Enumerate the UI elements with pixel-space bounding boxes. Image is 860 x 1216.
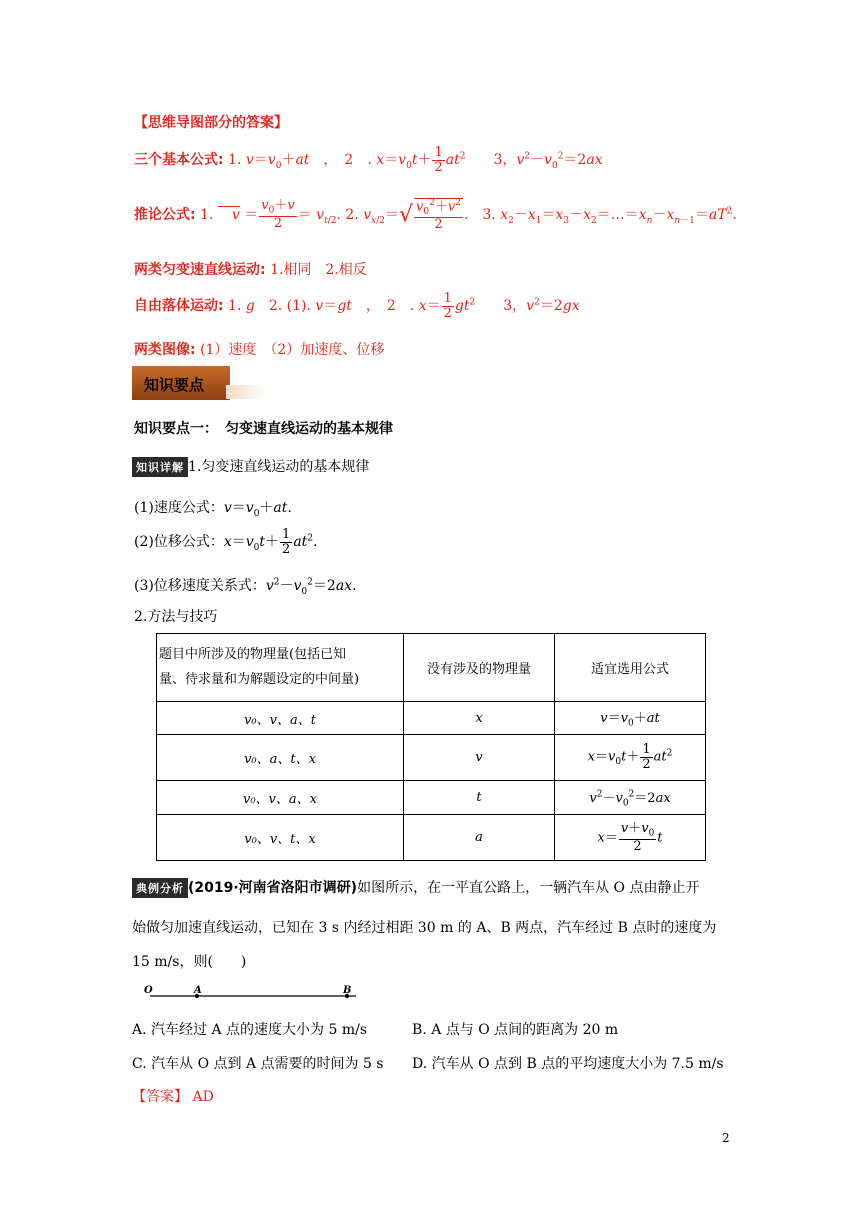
- table-cell: t: [404, 781, 555, 815]
- table-header-quantities-1: 题目中所涉及的物理量(包括已知: [159, 646, 347, 662]
- basic-formulas-label: 三个基本公式:: [134, 152, 224, 169]
- section-title: 知识要点: [144, 376, 205, 394]
- table-cell-formula: $v=v_0+at$: [555, 702, 706, 735]
- point-a-label: A: [194, 985, 202, 996]
- two-types-label: 两类匀变速直线运动:: [134, 262, 266, 278]
- table-header-quantities: [157, 634, 404, 702]
- table-cell: v₀、v、a、x: [157, 781, 404, 815]
- detail-line1-text: 1.匀变速直线运动的基本规律: [188, 459, 370, 475]
- example-source: (2019·河南省洛阳市调研): [188, 880, 358, 896]
- example-text-2: 始做匀加速直线运动，已知在 3 s 内经过相距 30 m 的 A、B 两点，汽车经过 B 点时的速度为: [132, 920, 717, 936]
- section-banner-tail: [226, 385, 266, 399]
- table-header-formula: 适宜选用公式: [555, 634, 706, 702]
- example-tag: 典例分析: [132, 878, 188, 898]
- inference-formulas-label: 推论公式:: [134, 207, 196, 223]
- displacement-formula-label: (2)位移公式：: [134, 534, 224, 551]
- freefall-line: 自由落体运动: 1. g 2. (1). v＝gt ， 2 . x＝ $\frac{1}{2}$ $gt^2$ 3，$v^2=2gx$: [134, 291, 580, 321]
- methods-title: 2.方法与技巧: [134, 609, 218, 625]
- relation-formula-label: (3)位移速度关系式：: [134, 578, 266, 594]
- inference-formulas-line: 推论公式: 1. v ＝ $\frac{v_0+v}{2}$ ＝ $v_{t/2}$. 2. $v_{x/2}=√$ $\frac{v_0^2+v^2}{2}$ . 3. $x_2-x_1=x_3-x_2=\dots=x_n-x_{n-1}=aT^2$.: [134, 198, 737, 233]
- two-types-line: [134, 259, 367, 279]
- table-row: [157, 702, 706, 735]
- table-cell: v₀、a、t、x: [157, 735, 404, 781]
- velocity-formula-line: (1)速度公式：$v=v_0+at$.: [134, 500, 292, 519]
- formula-table: [156, 633, 706, 861]
- table-cell-formula: $v^2-v_0^2=2ax$: [555, 781, 706, 815]
- table-cell: v₀、v、a、t: [157, 702, 404, 735]
- table-cell: a: [404, 815, 555, 861]
- table-header-quantities-2: 量、待求量和为解题设定的中间量): [159, 671, 360, 687]
- displacement-formula-line: (2)位移公式：$x=v_0t+$ $\frac{1}{2}$ $at^2$.: [134, 527, 318, 557]
- page-number: 2: [722, 1131, 730, 1145]
- point-o-label: O: [144, 985, 153, 996]
- answer-label: 【答案】: [132, 1089, 188, 1105]
- table-row: [157, 815, 706, 861]
- two-types-text: 1.相同 2.相反: [270, 262, 367, 278]
- mindmap-header: 【思维导图部分的答案】: [134, 115, 288, 131]
- graphs-label: 两类图像:: [134, 342, 196, 358]
- answer-line: [132, 1086, 214, 1106]
- freefall-label: 自由落体运动:: [134, 298, 224, 315]
- graphs-line: [134, 339, 384, 359]
- table-row: [157, 781, 706, 815]
- table-cell: v: [404, 735, 555, 781]
- table-cell: v₀、v、t、x: [157, 815, 404, 861]
- road-figure: [140, 982, 370, 1004]
- detail-line1: [132, 456, 369, 477]
- option-c: C. 汽车从 O 点到 A 点需要的时间为 5 s: [132, 1056, 384, 1072]
- relation-formula-line: (3)位移速度关系式：$v^2-v_0^2=2ax$.: [134, 577, 357, 597]
- graphs-text: (1）速度 （2）加速度、位移: [200, 342, 385, 358]
- table-header-missing: 没有涉及的物理量: [404, 634, 555, 702]
- option-d: D. 汽车从 O 点到 B 点的平均速度大小为 7.5 m/s: [412, 1056, 724, 1072]
- table-cell: x: [404, 702, 555, 735]
- table-cell-formula: x＝ $\frac{v+v_0}{2}$ t: [555, 815, 706, 861]
- table-row: [157, 735, 706, 781]
- point-b-label: B: [343, 985, 352, 996]
- basic-formulas-line: 三个基本公式: 1. $v=v_0+at$ ， 2 . $x=v_0t+$ $\frac{1}{2}$ $at^2$ 3，$v^2-v_0^2=2ax$: [134, 145, 603, 175]
- table-header-row: [157, 634, 706, 702]
- velocity-formula-label: (1)速度公式：: [134, 500, 224, 516]
- table-cell-formula: $x=v_0t+$ $\frac{1}{2}$ $at^2$: [555, 735, 706, 781]
- point1-title: 知识要点一： 匀变速直线运动的基本规律: [134, 421, 393, 437]
- answer-value: AD: [192, 1089, 214, 1105]
- option-a: A. 汽车经过 A 点的速度大小为 5 m/s: [132, 1022, 368, 1038]
- example-text-3: 15 m/s，则( ): [132, 954, 247, 970]
- example-line1: [132, 877, 699, 898]
- detail-tag: 知识详解: [132, 457, 188, 477]
- example-text-1: 如图所示，在一平直公路上，一辆汽车从 O 点由静止开: [357, 880, 700, 896]
- option-b: B. A 点与 O 点间的距离为 20 m: [412, 1022, 619, 1038]
